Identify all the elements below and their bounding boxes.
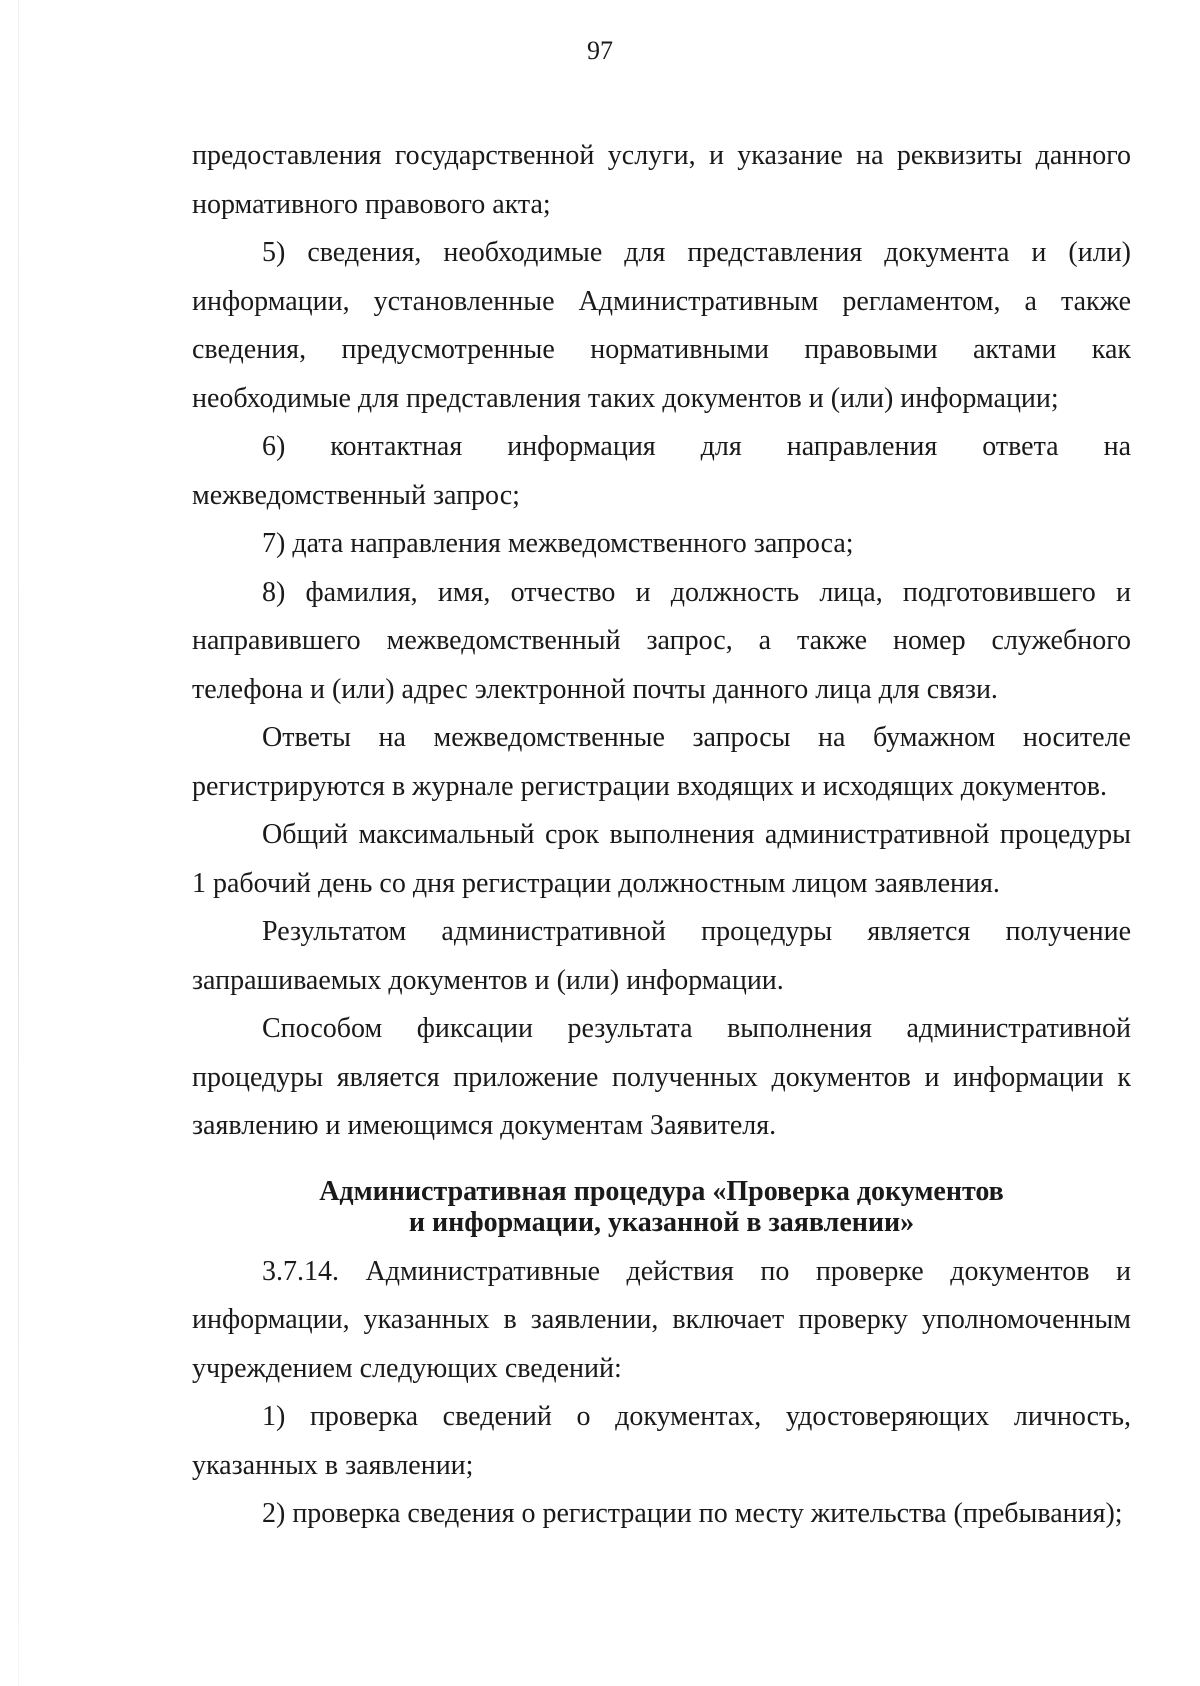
scan-edge-line — [18, 0, 19, 1686]
paragraph-6: Ответы на межведомственные запросы на бумажном носителе регистрируются в журнале регистрации входящих и исходящих документов. — [192, 722, 1131, 802]
paragraph-10: 3.7.14. Административные действия по проверке документов и информации, указанных в заявлении, включает проверку уполномоченным учреждением следующих сведений: — [192, 1255, 1131, 1384]
paragraph-4: 7) дата направления межведомственного запроса; — [262, 528, 854, 559]
paragraph-12: 2) проверка сведения о регистрации по месту жительства (пребывания); — [262, 1498, 1123, 1529]
page-number: 97 — [587, 36, 613, 65]
paragraph-9: Способом фиксации результата выполнения административной процедуры является приложение полученных документов и информации к заявлению и имеющимся документам Заявителя. — [192, 1013, 1131, 1141]
document-body — [192, 132, 1131, 1539]
paragraph-11: 1) проверка сведений о документах, удостоверяющих личность, указанных в заявлении; — [192, 1401, 1131, 1481]
paragraph-3: 6) контактная информация для направления ответа на межведомственный запрос; — [192, 431, 1131, 511]
paragraph-5: 8) фамилия, имя, отчество и должность лица, подготовившего и направившего межведомственный запрос, а также номер служебного телефона и (или) адрес электронной почты данного лица для связи. — [192, 576, 1131, 705]
section-heading — [192, 1176, 1131, 1238]
heading-spacer — [192, 1238, 1131, 1248]
paragraph-8: Результатом административной процедуры является получение запрашиваемых документов и (или) информации. — [192, 916, 1131, 996]
paragraph-7: Общий максимальный срок выполнения административной процедуры 1 рабочий день со дня регистрации должностным лицом заявления. — [192, 819, 1131, 899]
paragraph-2: 5) сведения, необходимые для представления документа и (или) информации, установленные Административным регламентом, а также сведения, предусмотренные нормативными правовыми актами как необходимые для представления таких документов и (или) информации; — [192, 237, 1131, 414]
section-heading-line-2: и информации, указанной в заявлении» — [408, 1206, 915, 1238]
paragraph-1: предоставления государственной услуги, и указание на реквизиты данного нормативного правового акта; — [192, 140, 1131, 220]
section-heading-line-1: Административная процедура «Проверка документов — [319, 1175, 1004, 1207]
